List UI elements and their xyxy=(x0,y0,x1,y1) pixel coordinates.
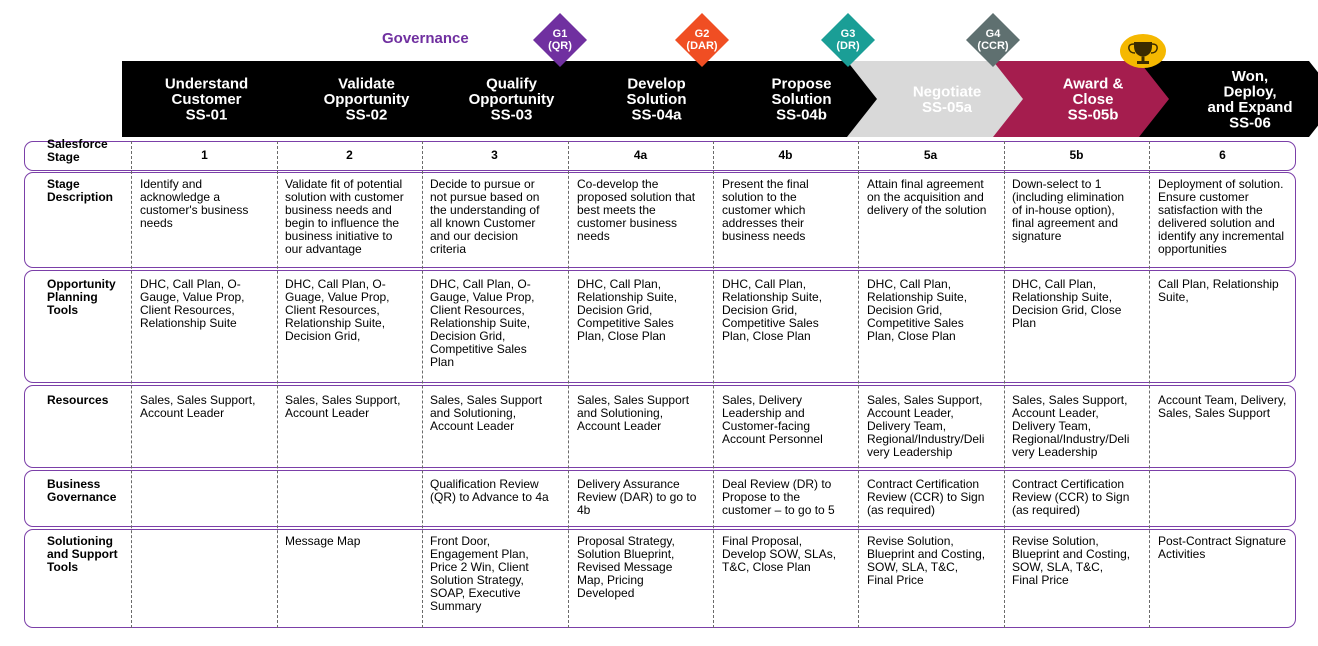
governance-label: Governance xyxy=(382,30,469,47)
table-cell: Contract Certification Review (CCR) to Sign (as required) xyxy=(1012,477,1130,517)
salesforce-stage-label: Salesforce Stage xyxy=(47,137,108,164)
table-cell: Decide to pursue or not pursue based on the understanding of all known Customer and our decision criteria xyxy=(430,177,540,256)
table-cell: Present the final solution to the customer which addresses their business needs xyxy=(722,177,809,243)
stage-label: SS-04b xyxy=(776,106,827,124)
column-divider xyxy=(858,141,859,628)
stage-label: Won, xyxy=(1231,67,1269,85)
column-divider xyxy=(277,141,278,628)
table-cell: Revise Solution, Blueprint and Costing, SOW, SLA, T&C, Final Price xyxy=(1012,534,1131,587)
trophy-icon xyxy=(1120,34,1166,68)
table-cell: DHC, Call Plan, O- Guage, Value Prop, Client Resources, Relationship Suite, Decision Grid, xyxy=(285,277,390,343)
table-cell: Sales, Sales Support, Account Leader xyxy=(285,393,401,420)
table-cell: Sales, Sales Support and Solutioning, Account Leader xyxy=(430,393,543,433)
gate-label: G4 xyxy=(985,28,1001,40)
row-label: Stage Description xyxy=(47,177,114,204)
table-cell: Contract Certification Review (CCR) to Sign (as required) xyxy=(867,477,985,517)
stage-label: and Expand xyxy=(1207,98,1293,116)
stage-label: Develop xyxy=(627,75,686,93)
table-cell: Front Door, Engagement Plan, Price 2 Win, Client Solution Strategy, SOAP, Executive Summary xyxy=(430,534,529,613)
table-cell: Co-develop the proposed solution that best meets the customer business needs xyxy=(577,177,696,243)
stage-number: 3 xyxy=(491,148,498,162)
table-cell: Down-select to 1 (including elimination of in-house option), final agreement and signature xyxy=(1012,177,1125,243)
gate-label: G3 xyxy=(840,28,856,40)
table-cell: Message Map xyxy=(285,534,361,548)
stage-label: Opportunity xyxy=(468,91,555,108)
stage-label: SS-02 xyxy=(345,106,388,124)
stage-label: SS-03 xyxy=(490,106,533,124)
stage-label: Customer xyxy=(171,91,242,108)
stage-label: Close xyxy=(1072,91,1114,108)
gate-label: (QR) xyxy=(548,40,572,52)
table-cell: Sales, Sales Support and Solutioning, Account Leader xyxy=(577,393,690,433)
stage-number: 5b xyxy=(1069,148,1084,162)
column-divider xyxy=(568,141,569,628)
stage-label: SS-05a xyxy=(921,98,973,116)
stage-number: 1 xyxy=(201,148,208,162)
table-cell: Identify and acknowledge a customer's business needs xyxy=(140,177,249,230)
stage-label: Propose xyxy=(771,75,832,93)
table-cell: Revise Solution, Blueprint and Costing, SOW, SLA, T&C, Final Price xyxy=(867,534,986,587)
stage-label: SS-06 xyxy=(1229,114,1271,132)
stage-label: Solution xyxy=(771,91,832,108)
row-label: Solutioning and Support Tools xyxy=(47,534,118,574)
gate-label: G2 xyxy=(694,28,710,40)
gate-label: (DR) xyxy=(836,40,860,52)
table-cell: Sales, Sales Support, Account Leader, Delivery Team, Regional/Industry/Deli very Leadership xyxy=(1012,393,1130,459)
stage-label: SS-04a xyxy=(631,106,682,124)
table-cell: Sales, Sales Support, Account Leader, Delivery Team, Regional/Industry/Deli very Leadership xyxy=(867,393,985,459)
table-cell: DHC, Call Plan, O- Gauge, Value Prop, Client Resources, Relationship Suite, Decision Grid, Competitive Sales Plan xyxy=(430,277,535,369)
stage-label: Award & xyxy=(1062,75,1124,93)
table-cell: Proposal Strategy, Solution Blueprint, Revised Message Map, Pricing Developed xyxy=(577,534,675,600)
table-cell: Sales, Delivery Leadership and Customer-facing Account Personnel xyxy=(722,393,823,446)
table-cell: Delivery Assurance Review (DAR) to go to 4b xyxy=(577,477,697,517)
column-divider xyxy=(1149,141,1150,628)
table-cell: Sales, Sales Support, Account Leader xyxy=(140,393,256,420)
row-label: Resources xyxy=(47,393,109,407)
stage-label: Understand xyxy=(164,75,249,93)
table-cell: Deployment of solution. Ensure customer satisfaction with the delivered solution and identify any incremental opportunities xyxy=(1158,177,1285,256)
stage-label: Qualify xyxy=(486,75,537,93)
stage-label: SS-05b xyxy=(1067,106,1119,124)
stage-label: Solution xyxy=(626,91,687,108)
stage-label: Deploy, xyxy=(1223,83,1277,101)
stage-number: 6 xyxy=(1219,148,1226,162)
table-cell: Account Team, Delivery, Sales, Sales Support xyxy=(1158,393,1287,420)
table-cell: Final Proposal, Develop SOW, SLAs, T&C, Close Plan xyxy=(722,534,837,574)
stage-number: 4a xyxy=(633,148,648,162)
gate-label: (DAR) xyxy=(686,40,718,52)
row-label: Business Governance xyxy=(47,477,117,504)
table-cell: Validate fit of potential solution with customer business needs and begin to influence the business initiative to our advantage xyxy=(285,177,404,256)
table-cell: DHC, Call Plan, O- Gauge, Value Prop, Client Resources, Relationship Suite xyxy=(140,277,245,330)
column-divider xyxy=(131,141,132,628)
column-divider xyxy=(713,141,714,628)
stage-number: 4b xyxy=(778,148,793,162)
stage-label: Opportunity xyxy=(323,91,410,108)
stage-label: SS-01 xyxy=(185,106,228,124)
table-cell: Call Plan, Relationship Suite, xyxy=(1158,277,1279,304)
column-divider xyxy=(422,141,423,628)
stage-number: 5a xyxy=(923,148,938,162)
stage-label: Negotiate xyxy=(912,83,982,101)
table-cell: DHC, Call Plan, Relationship Suite, Decision Grid, Competitive Sales Plan, Close Plan xyxy=(867,277,968,343)
stage-number: 2 xyxy=(346,148,353,162)
table-cell: Deal Review (DR) to Propose to the customer – to go to 5 xyxy=(722,477,835,517)
table-cell: DHC, Call Plan, Relationship Suite, Decision Grid, Competitive Sales Plan, Close Plan xyxy=(722,277,823,343)
table-cell: DHC, Call Plan, Relationship Suite, Decision Grid, Competitive Sales Plan, Close Plan xyxy=(577,277,678,343)
gate-label: (CCR) xyxy=(977,40,1009,52)
table-cell: DHC, Call Plan, Relationship Suite, Decision Grid, Close Plan xyxy=(1012,277,1122,330)
stage-label: Validate xyxy=(338,75,395,93)
table-cell: Qualification Review (QR) to Advance to 4a xyxy=(430,477,549,504)
table-cell: Post-Contract Signature Activities xyxy=(1158,534,1287,561)
column-divider xyxy=(1004,141,1005,628)
row-label: Opportunity Planning Tools xyxy=(47,277,116,317)
gate-label: G1 xyxy=(552,28,568,40)
table-cell: Attain final agreement on the acquisition and delivery of the solution xyxy=(867,177,987,217)
